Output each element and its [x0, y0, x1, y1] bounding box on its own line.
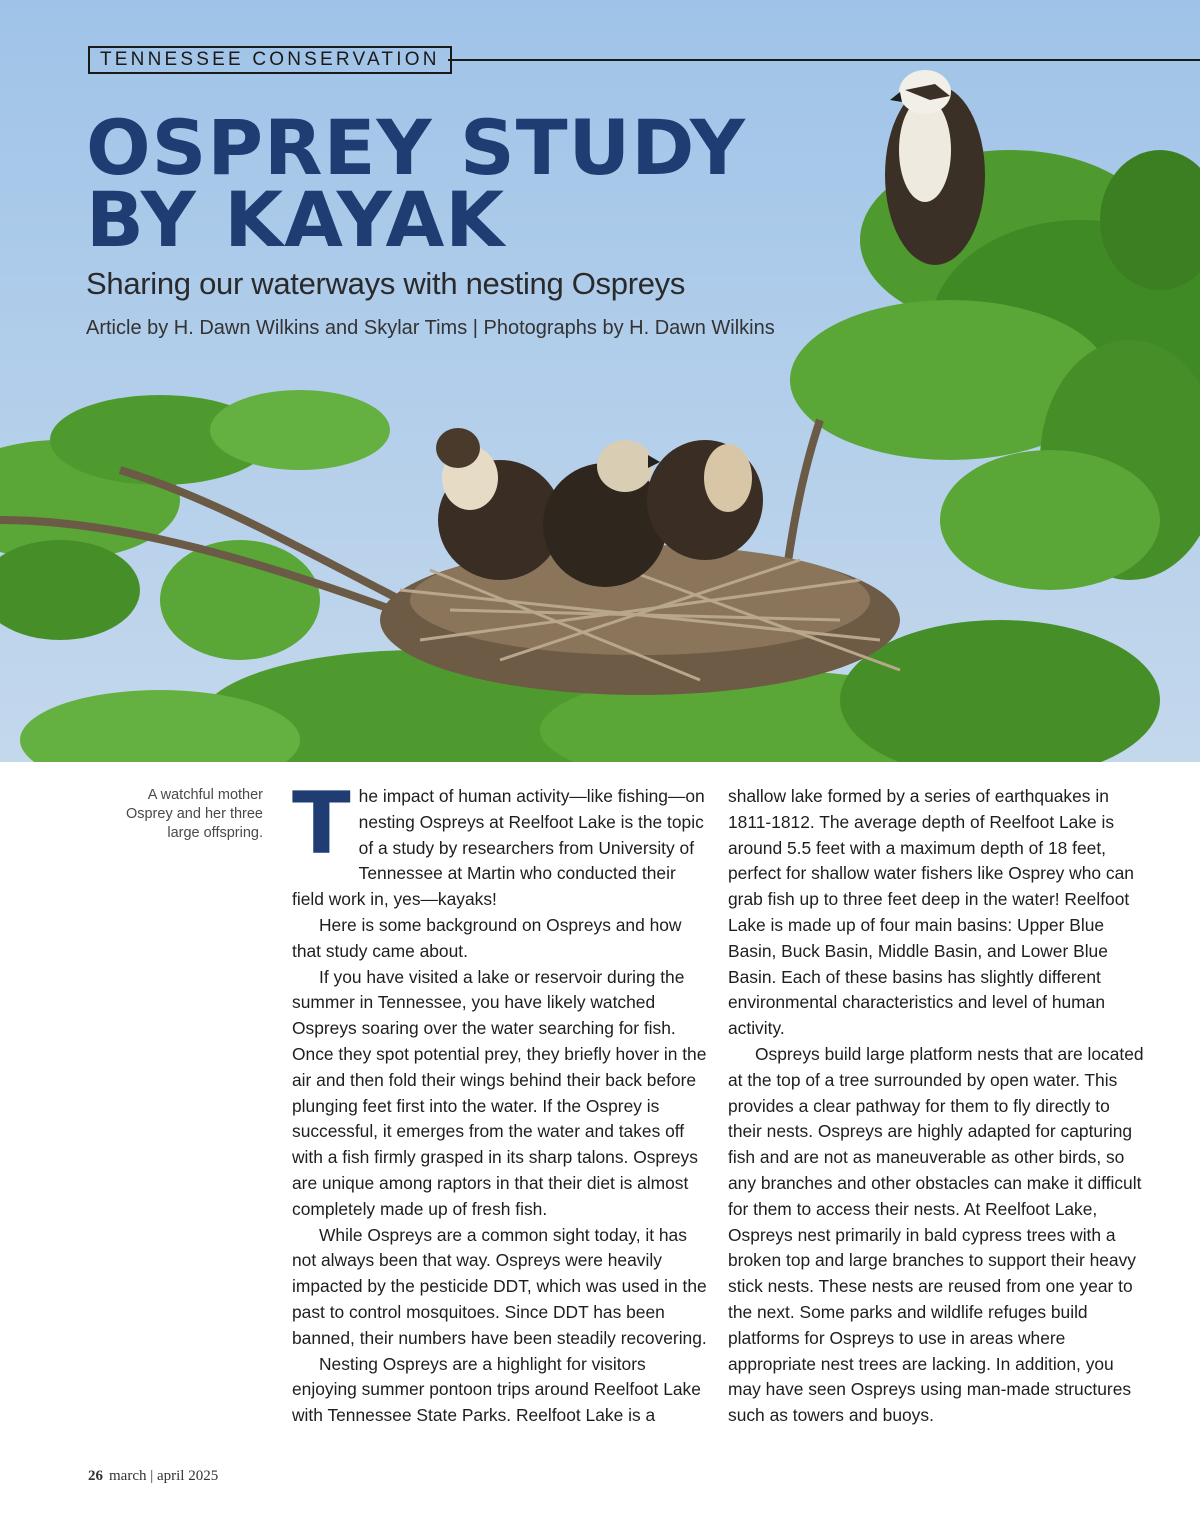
- subtitle: Sharing our waterways with nesting Ospreys: [86, 266, 686, 301]
- page-title: [86, 103, 786, 264]
- drop-cap: T: [292, 774, 351, 874]
- photo-caption: A watchful mother Osprey and her three large offspring.: [125, 787, 263, 841]
- page-number: 26: [88, 1468, 103, 1484]
- article-column-1: [292, 774, 710, 1429]
- paragraph: Here is some background on Ospreys and how that study came about.: [292, 914, 682, 961]
- article-column-2: [728, 784, 1146, 1429]
- chick-left: [436, 428, 562, 580]
- adult-osprey: [885, 70, 985, 265]
- chick-middle: [543, 440, 667, 587]
- chick-right: [647, 440, 763, 560]
- paragraph: Ospreys build large platform nests that are located at the top of a tree surrounded by open water. This provides a clear pathway for them to fly directly to their nests. Ospreys are highly adapted for capturing fish and are not as maneuverable as other birds, so any branches and other obstacles can make it difficult for them to access their nests. At Reelfoot Lake, Ospreys nest primarily in bald cypress trees with a broken top and large branches to support their heavy stick nests. These nests are reused from one year to the next. Some parks and wildlife refuges build platforms for Ospreys to use in areas where appropriate nest trees are lacking. In addition, you may have seen Ospreys using man-made structures such as towers and buoys.: [728, 1043, 1144, 1426]
- right-tree-foliage: [790, 150, 1200, 590]
- paragraph: While Ospreys are a common sight today, it has not always been that way. Ospreys were heavily impacted by the pesticide DDT, which was used in the past to control mosquitoes. Since DDT has been banned, their numbers have been steadily recovering.: [292, 1224, 707, 1348]
- page-footer: [88, 1468, 218, 1485]
- title-line-2: BY KAYAK: [86, 175, 506, 264]
- section-rule: [448, 59, 1200, 61]
- paragraph-text: he impact of human activity—like fishing—on nesting Ospreys at Reelfoot Lake is the topic of a study by researchers from University of Tennessee at Martin who conducted their field work in, yes—kayaks!: [292, 786, 705, 910]
- byline: Article by H. Dawn Wilkins and Skylar Tims | Photographs by H. Dawn Wilkins: [86, 317, 775, 339]
- paragraph: [292, 774, 710, 913]
- section-label: TENNESSEE CONSERVATION: [88, 46, 452, 74]
- issue-date: march | april 2025: [109, 1468, 219, 1484]
- paragraph: shallow lake formed by a series of earthquakes in 1811-1812. The average depth of Reelfoot Lake is around 5.5 feet with a maximum depth of 18 feet, perfect for shallow water fishers like Osprey who can grab fish up to three feet deep in the water! Reelfoot Lake is made up of four main basins: Upper Blue Basin, Buck Basin, Middle Basin, and Lower Blue Basin. Each of these basins has slightly different environmental characteristics and level of human activity.: [728, 786, 1134, 1039]
- hero-photo: [0, 0, 1200, 762]
- paragraph: Nesting Ospreys are a highlight for visitors enjoying summer pontoon trips around Reelfoot Lake with Tennessee State Parks. Reelfoot Lake is a: [292, 1353, 701, 1426]
- title-line-1: OSPREY STUDY: [86, 103, 746, 192]
- paragraph: If you have visited a lake or reservoir during the summer in Tennessee, you have likely watched Ospreys soaring over the water searching for fish. Once they spot potential prey, they briefly hover in the air and then fold their wings behind their back before plunging feet first into the water. If the Osprey is successful, it emerges from the water and takes off with a fish firmly grasped in its sharp talons. Ospreys are unique among raptors in that their diet is almost completely made up of fresh fish.: [292, 966, 707, 1219]
